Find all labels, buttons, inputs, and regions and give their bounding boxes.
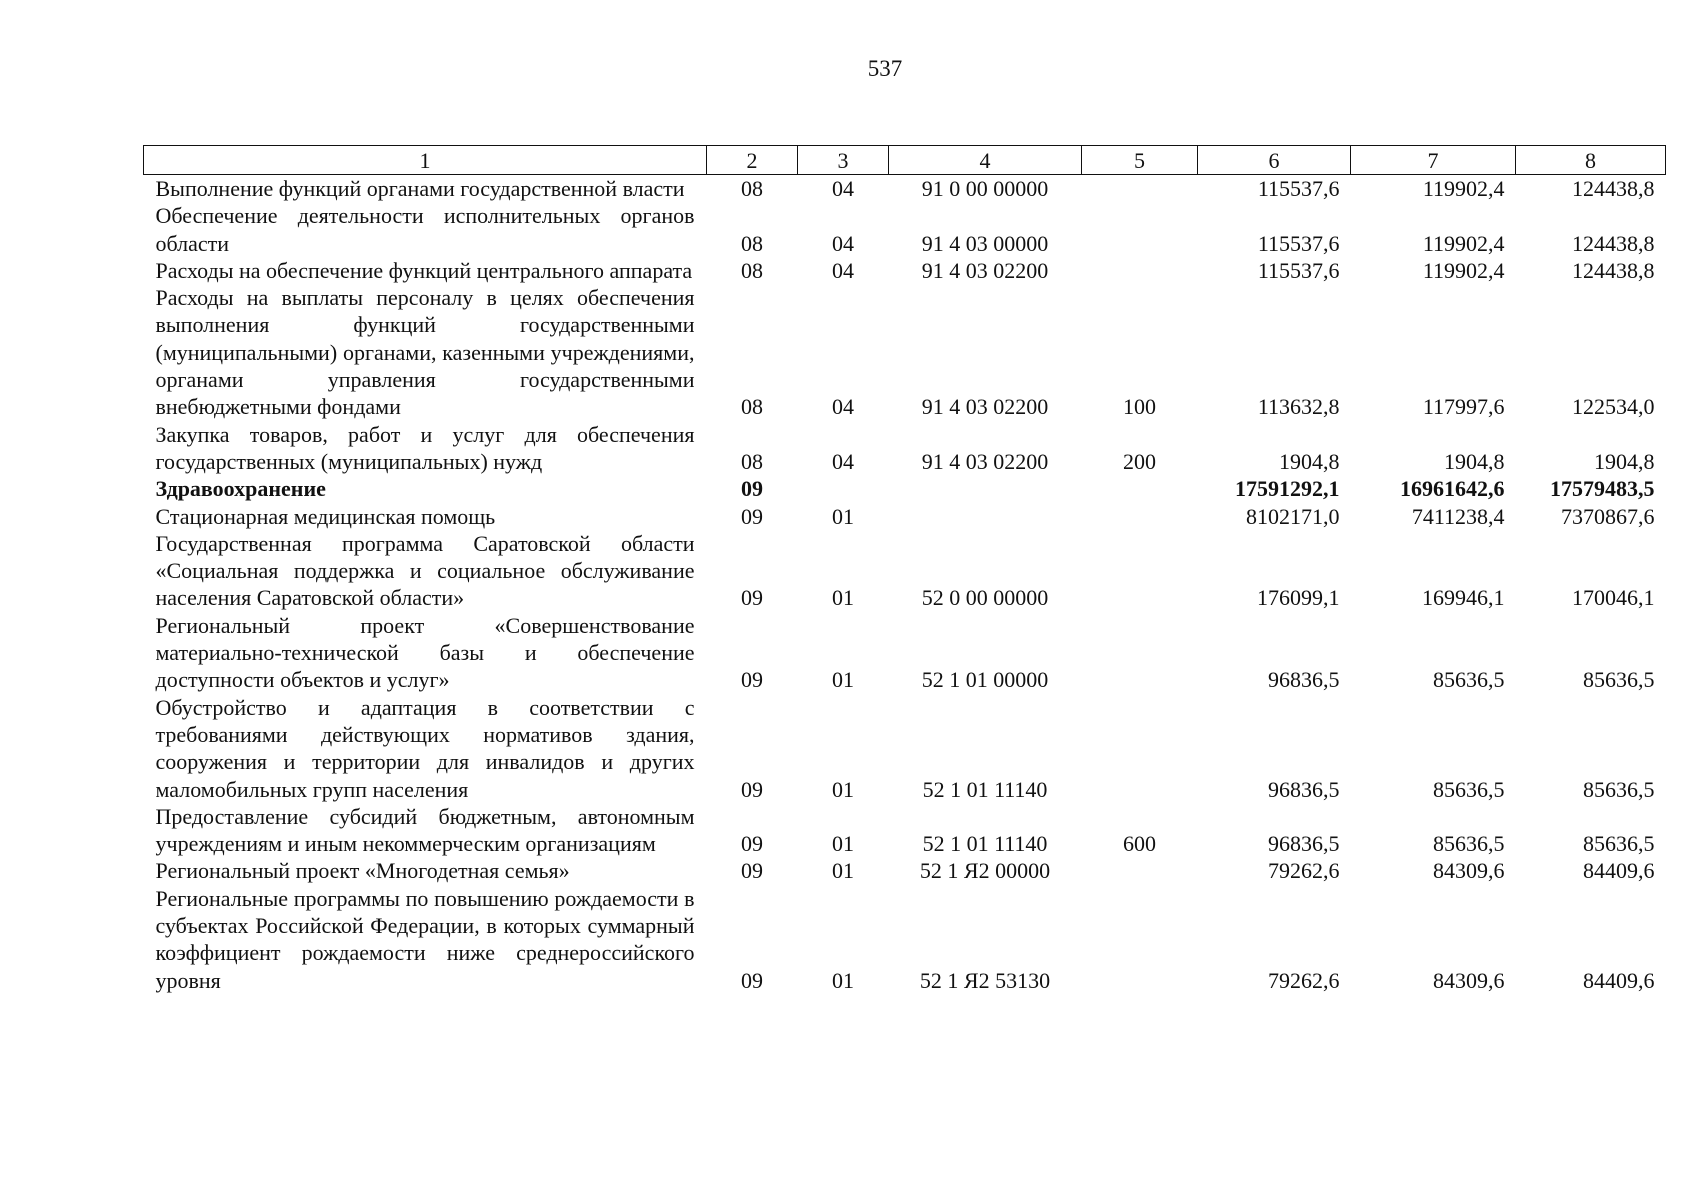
- column-header: 1: [144, 146, 707, 175]
- expense-type-code: [1082, 530, 1198, 612]
- expense-type-code: [1082, 202, 1198, 257]
- amount-year-2: 1904,8: [1444, 448, 1505, 474]
- amount-year-3: 124438,8: [1572, 176, 1655, 201]
- column-header: 7: [1351, 146, 1516, 175]
- row-name: Региональный проект «Многодетная семья»: [155, 858, 570, 884]
- table-row: [144, 475, 1666, 502]
- section-code: 09: [741, 858, 763, 884]
- section-code: 09: [741, 476, 763, 502]
- table-row: [144, 202, 1666, 257]
- section-code: 08: [741, 176, 763, 201]
- amount-year-2: 85636,5: [1433, 831, 1505, 857]
- table-row: [144, 612, 1666, 694]
- section-code: 09: [741, 503, 763, 529]
- row-name: Государственная программа Саратовской области «Социальная поддержка и социальное обслуживание населения Саратовской области»: [155, 530, 695, 611]
- subsection-code: 04: [832, 176, 854, 201]
- section-code: 08: [741, 394, 763, 420]
- subsection-code: 04: [832, 394, 854, 420]
- amount-year-1: 96836,5: [1268, 831, 1340, 857]
- section-code: 09: [741, 967, 763, 993]
- table-row: [144, 694, 1666, 803]
- section-code: 08: [741, 448, 763, 474]
- amount-year-2: 85636,5: [1433, 667, 1505, 693]
- subsection-code: 01: [832, 858, 854, 884]
- amount-year-3: 7370867,6: [1561, 503, 1655, 529]
- subsection-code: 01: [832, 831, 854, 857]
- amount-year-1: 8102171,0: [1246, 503, 1340, 529]
- amount-year-1: 79262,6: [1268, 858, 1340, 884]
- subsection-code: 04: [832, 448, 854, 474]
- table-row: [144, 503, 1666, 530]
- amount-year-2: 85636,5: [1433, 776, 1505, 802]
- subsection-code: 01: [832, 667, 854, 693]
- row-name: Выполнение функций органами государственной власти: [155, 176, 685, 201]
- amount-year-2: 169946,1: [1422, 585, 1505, 611]
- amount-year-1: 96836,5: [1268, 776, 1340, 802]
- amount-year-2: 117997,6: [1422, 394, 1505, 420]
- section-code: 09: [741, 776, 763, 802]
- row-name: Закупка товаров, работ и услуг для обеспечения государственных (муниципальных) нужд: [155, 421, 695, 474]
- amount-year-2: 84309,6: [1433, 967, 1505, 993]
- target-article-code: 91 4 03 02200: [921, 257, 1049, 283]
- table-body: [144, 175, 1666, 994]
- amount-year-3: 84409,6: [1583, 967, 1655, 993]
- table-row: [144, 857, 1666, 884]
- table-row: [144, 284, 1666, 420]
- row-name: Здравоохранение: [155, 476, 326, 502]
- target-article-code: 52 1 Я2 53130: [919, 967, 1051, 993]
- expense-type-code: 100: [1123, 394, 1156, 420]
- target-article-code: 91 0 00 00000: [921, 176, 1049, 201]
- table-row: [144, 257, 1666, 284]
- subsection-code: 01: [832, 967, 854, 993]
- row-name: Региональный проект «Совершенствование материально-технической базы и обеспечение доступности объектов и услуг»: [155, 612, 695, 693]
- expense-type-code: [1082, 857, 1198, 884]
- page-number: 537: [867, 56, 903, 81]
- amount-year-3: 85636,5: [1583, 831, 1655, 857]
- amount-year-2: 119902,4: [1422, 176, 1505, 201]
- target-article-code: 52 1 Я2 00000: [919, 858, 1051, 884]
- table-row: [144, 421, 1666, 476]
- amount-year-3: 85636,5: [1583, 667, 1655, 693]
- target-article-code: 52 1 01 11140: [922, 776, 1048, 802]
- row-name: Расходы на обеспечение функций центрального аппарата: [155, 257, 693, 283]
- column-header: 6: [1198, 146, 1351, 175]
- expense-type-code: 200: [1123, 448, 1156, 474]
- amount-year-1: 17591292,1: [1235, 476, 1340, 502]
- table-header: [144, 146, 1666, 175]
- column-header: 2: [707, 146, 798, 175]
- expense-type-code: [1082, 694, 1198, 803]
- subsection-code: 01: [832, 503, 854, 529]
- subsection-code: 01: [832, 776, 854, 802]
- amount-year-1: 96836,5: [1268, 667, 1340, 693]
- expense-type-code: [1082, 475, 1198, 502]
- amount-year-2: 119902,4: [1422, 257, 1505, 283]
- section-code: 09: [741, 667, 763, 693]
- expense-type-code: [1082, 257, 1198, 284]
- amount-year-1: 115537,6: [1257, 257, 1340, 283]
- subsection-code: 04: [832, 230, 854, 256]
- amount-year-1: 115537,6: [1257, 176, 1340, 201]
- expense-type-code: [1082, 175, 1198, 203]
- amount-year-2: 119902,4: [1422, 230, 1505, 256]
- amount-year-3: 124438,8: [1572, 257, 1655, 283]
- amount-year-1: 113632,8: [1257, 394, 1340, 420]
- section-code: 09: [741, 585, 763, 611]
- expense-type-code: [1082, 885, 1198, 994]
- section-code: 08: [741, 257, 763, 283]
- amount-year-1: 115537,6: [1257, 230, 1340, 256]
- subsection-code: 04: [832, 257, 854, 283]
- amount-year-2: 84309,6: [1433, 858, 1505, 884]
- section-code: 09: [741, 831, 763, 857]
- column-header: 5: [1082, 146, 1198, 175]
- target-article-code: [889, 475, 1082, 502]
- target-article-code: 52 1 01 11140: [922, 831, 1048, 857]
- target-article-code: [889, 503, 1082, 530]
- row-name: Обустройство и адаптация в соответствии с требованиями действующих нормативов здания, сооружения и территории для инвалидов и других маломобильных групп населения: [155, 694, 695, 802]
- amount-year-3: 84409,6: [1583, 858, 1655, 884]
- amount-year-3: 124438,8: [1572, 230, 1655, 256]
- expense-type-code: 600: [1123, 831, 1156, 857]
- amount-year-3: 17579483,5: [1550, 476, 1655, 502]
- amount-year-3: 1904,8: [1594, 448, 1655, 474]
- amount-year-2: 16961642,6: [1400, 476, 1505, 502]
- amount-year-3: 122534,0: [1572, 394, 1655, 420]
- expense-type-code: [1082, 503, 1198, 530]
- column-number-row: [144, 146, 1666, 175]
- table-row: [144, 885, 1666, 994]
- target-article-code: 91 4 03 00000: [921, 230, 1049, 256]
- row-name: Обеспечение деятельности исполнительных органов области: [155, 203, 695, 256]
- table-row: [144, 175, 1666, 203]
- row-name: Стационарная медицинская помощь: [155, 503, 496, 529]
- target-article-code: 52 1 01 00000: [921, 667, 1049, 693]
- row-name: Предоставление субсидий бюджетным, автономным учреждениям и иным некоммерческим организациям: [155, 803, 695, 857]
- budget-table: [143, 145, 1666, 994]
- row-name: Расходы на выплаты персоналу в целях обеспечения выполнения функций государственными (муниципальными) органами, казенными учреждениями, органами управления государственными внебюджетными фондами: [155, 285, 695, 420]
- amount-year-1: 176099,1: [1257, 585, 1340, 611]
- section-code: 08: [741, 230, 763, 256]
- subsection-code: 01: [832, 585, 854, 611]
- target-article-code: 91 4 03 02200: [921, 394, 1049, 420]
- expense-type-code: [1082, 612, 1198, 694]
- amount-year-3: 85636,5: [1583, 776, 1655, 802]
- amount-year-1: 79262,6: [1268, 967, 1340, 993]
- subsection-code: [798, 475, 889, 502]
- column-header: 3: [798, 146, 889, 175]
- column-header: 8: [1516, 146, 1666, 175]
- row-name: Региональные программы по повышению рождаемости в субъектах Российской Федерации, в которых суммарный коэффициент рождаемости ниже среднероссийского уровня: [155, 885, 695, 993]
- target-article-code: 91 4 03 02200: [921, 448, 1049, 474]
- table-row: [144, 530, 1666, 612]
- amount-year-1: 1904,8: [1279, 448, 1340, 474]
- column-header: 4: [889, 146, 1082, 175]
- amount-year-2: 7411238,4: [1411, 503, 1505, 529]
- amount-year-3: 170046,1: [1572, 585, 1655, 611]
- table-row: [144, 803, 1666, 858]
- target-article-code: 52 0 00 00000: [921, 585, 1049, 611]
